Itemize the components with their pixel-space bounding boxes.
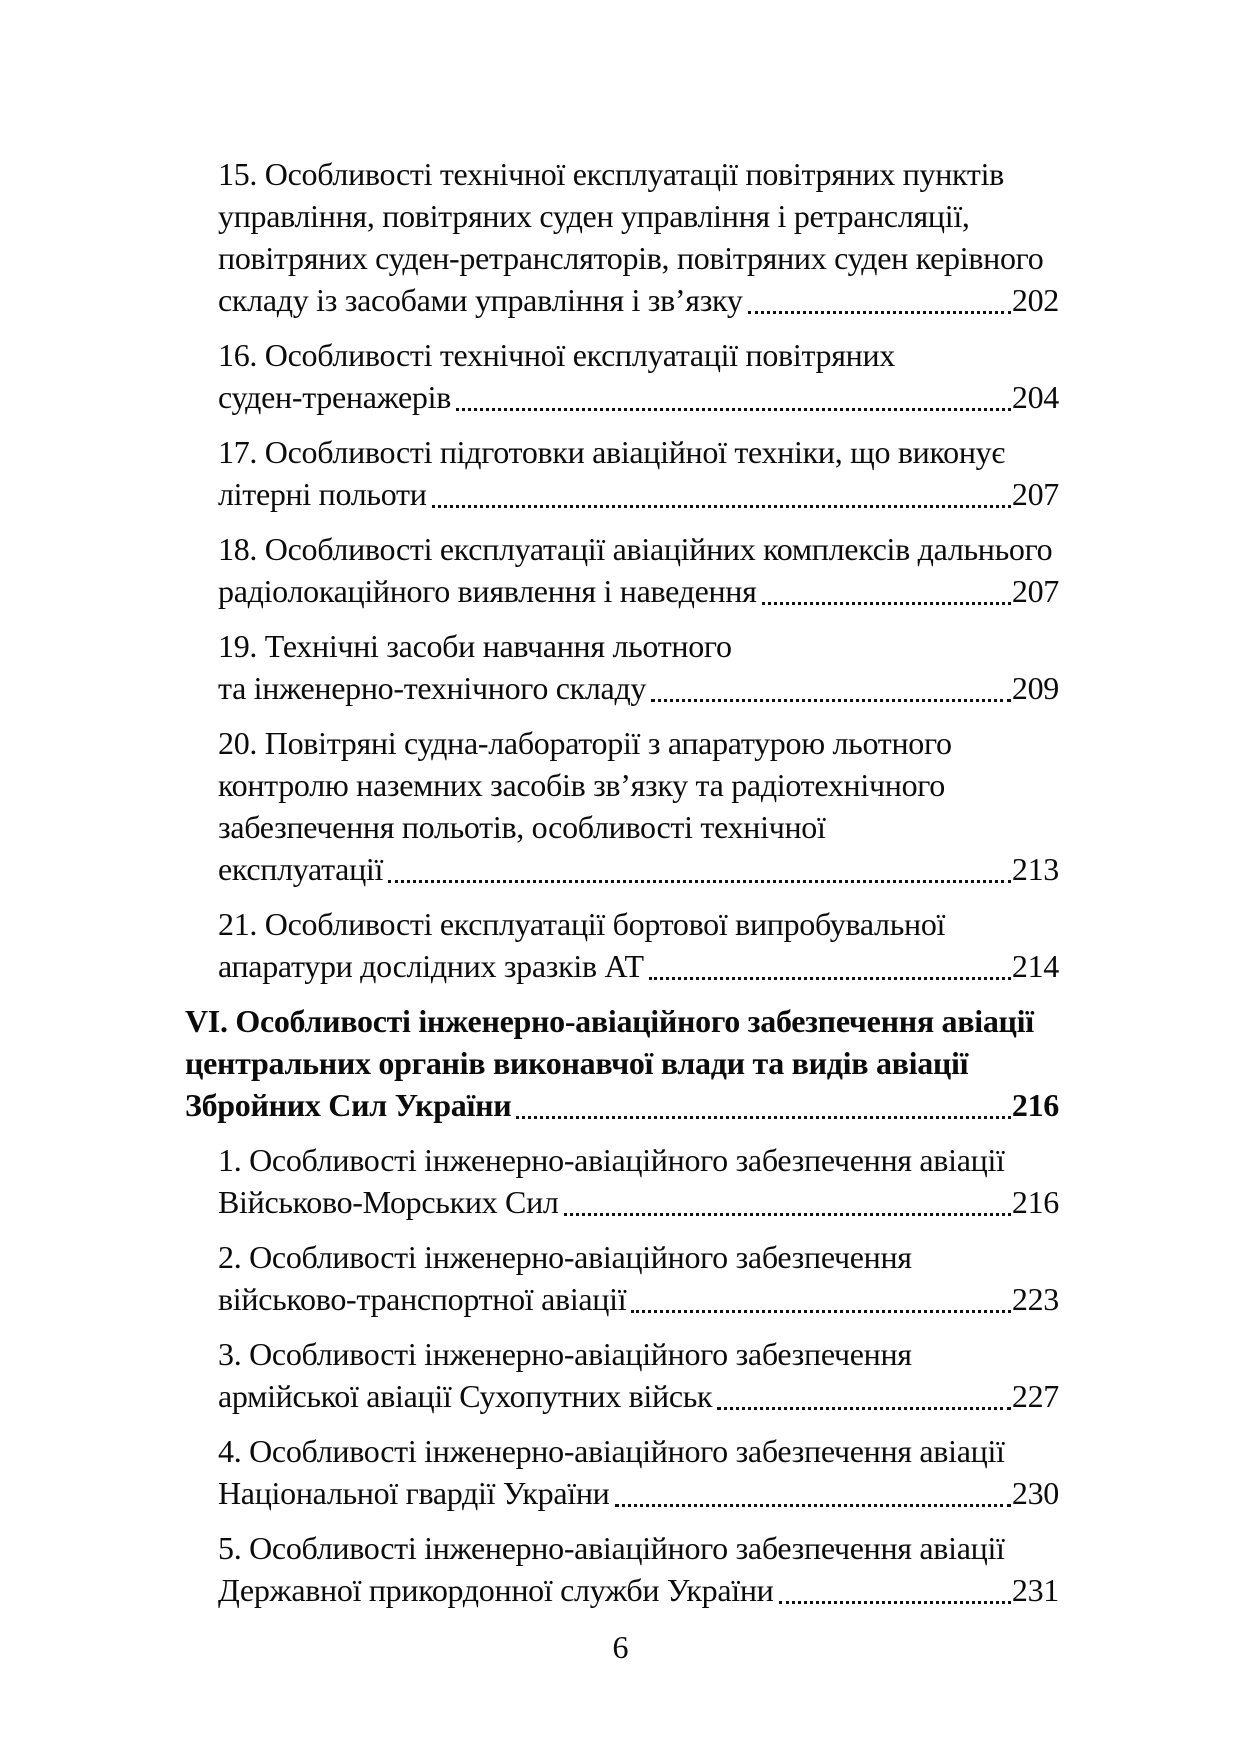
toc-page-ref: 216: [1011, 1087, 1059, 1123]
toc-entry-text: військово-транспортної авіації: [218, 1281, 627, 1317]
toc-entry-text: апаратури дослідних зразків АТ: [218, 948, 644, 984]
toc-entry-text: Військово-Морських Сил: [218, 1184, 559, 1220]
section-heading-line: VI. Особливості інженерно-авіаційного забезпечення авіації: [185, 1003, 1034, 1039]
toc-line: [218, 945, 1059, 987]
toc-page-ref: 214: [1011, 948, 1059, 984]
toc-page-ref: 202: [1011, 282, 1059, 318]
toc-line: 16. Особливості технічної експлуатації повітряних: [218, 337, 896, 373]
toc-line: 21. Особливості експлуатації бортової випробувальної: [218, 906, 946, 942]
toc-entry-text: та інженерно-технічного складу: [218, 670, 647, 706]
toc-page-ref: 223: [1011, 1281, 1059, 1317]
dot-leader: [779, 1601, 1011, 1604]
dot-leader: [456, 408, 1011, 411]
section-heading-text: Збройних Сил України: [185, 1087, 512, 1123]
toc-line: [218, 667, 1059, 709]
toc-page-ref: 227: [1011, 1378, 1059, 1414]
toc-entry-text: Державної прикордонної служби України: [218, 1572, 774, 1608]
toc-line: [218, 1569, 1059, 1611]
toc-entry: [185, 625, 1059, 709]
toc-entry: [185, 903, 1059, 987]
toc-line: 15. Особливості технічної експлуатації повітряних пунктів: [218, 156, 1004, 192]
section-heading-line: центральних органів виконавчої влади та видів авіації: [185, 1045, 969, 1081]
toc-page-ref: 207: [1011, 476, 1059, 512]
toc-line: [218, 1278, 1059, 1320]
toc-entry-text: літерні польоти: [218, 476, 427, 512]
toc-entry: [185, 1527, 1059, 1611]
toc-entry: [185, 722, 1059, 890]
toc-line: 5. Особливості інженерно-авіаційного забезпечення авіації: [218, 1530, 1005, 1566]
toc-line: 19. Технічні засоби навчання льотного: [218, 628, 732, 664]
toc-page-ref: 231: [1011, 1572, 1059, 1608]
toc-line: повітряних суден-ретрансляторів, повітряних суден керівного: [218, 240, 1044, 276]
dot-leader: [615, 1504, 1011, 1507]
dot-leader: [564, 1213, 1011, 1216]
toc-page-ref: 213: [1011, 851, 1059, 887]
toc-entry-text: суден-тренажерів: [218, 379, 452, 415]
toc-page-ref: 207: [1011, 573, 1059, 609]
toc-line: 17. Особливості підготовки авіаційної техніки, що виконує: [218, 434, 1005, 470]
toc-page-ref: 216: [1011, 1184, 1059, 1220]
dot-leader: [651, 699, 1011, 702]
toc-entry-text: складу із засобами управління і зв’язку: [218, 282, 743, 318]
toc-line: 1. Особливості інженерно-авіаційного забезпечення авіації: [218, 1142, 1005, 1178]
section-heading-line: [185, 1084, 1059, 1126]
dot-leader: [388, 880, 1011, 883]
toc-line: 3. Особливості інженерно-авіаційного забезпечення: [218, 1336, 912, 1372]
page-number: 6: [612, 1629, 629, 1665]
toc-page-ref: 204: [1011, 379, 1059, 415]
toc-entry: [185, 1333, 1059, 1417]
toc-line: управління, повітряних суден управління і ретрансляції,: [218, 198, 970, 234]
section-heading: [185, 1000, 1059, 1126]
toc-line: 20. Повітряні судна-лабораторії з апаратурою льотного: [218, 725, 952, 761]
toc-line: [218, 1375, 1059, 1417]
dot-leader: [631, 1310, 1011, 1313]
dot-leader: [762, 602, 1011, 605]
table-of-contents: [185, 153, 1059, 1611]
dot-leader: [516, 1116, 1011, 1119]
toc-entry-text: армійської авіації Сухопутних військ: [218, 1378, 713, 1414]
toc-line: [218, 1472, 1059, 1514]
toc-page-ref: 209: [1011, 670, 1059, 706]
toc-entry-text: радіолокаційного виявлення і наведення: [218, 573, 757, 609]
toc-entry: [185, 1430, 1059, 1514]
toc-entry: [185, 431, 1059, 515]
toc-line: 18. Особливості експлуатації авіаційних комплексів дальнього: [218, 531, 1053, 567]
toc-entry-text: Національної гвардії України: [218, 1475, 610, 1511]
dot-leader: [748, 311, 1011, 314]
toc-line: [218, 279, 1059, 321]
toc-line: забезпечення польотів, особливості технічної: [218, 809, 826, 845]
toc-line: 4. Особливості інженерно-авіаційного забезпечення авіації: [218, 1433, 1005, 1469]
dot-leader: [432, 505, 1011, 508]
toc-page-ref: 230: [1011, 1475, 1059, 1511]
dot-leader: [649, 977, 1011, 980]
toc-line: контролю наземних засобів зв’язку та радіотехнічного: [218, 767, 945, 803]
toc-entry: [185, 1139, 1059, 1223]
dot-leader: [717, 1407, 1011, 1410]
toc-line: 2. Особливості інженерно-авіаційного забезпечення: [218, 1239, 912, 1275]
toc-line: [218, 1181, 1059, 1223]
toc-entry: [185, 153, 1059, 321]
toc-entry: [185, 528, 1059, 612]
toc-entry: [185, 1236, 1059, 1320]
toc-line: [218, 848, 1059, 890]
toc-line: [218, 376, 1059, 418]
toc-line: [218, 473, 1059, 515]
toc-entry-text: експлуатації: [218, 851, 384, 887]
toc-entry: [185, 334, 1059, 418]
toc-line: [218, 570, 1059, 612]
